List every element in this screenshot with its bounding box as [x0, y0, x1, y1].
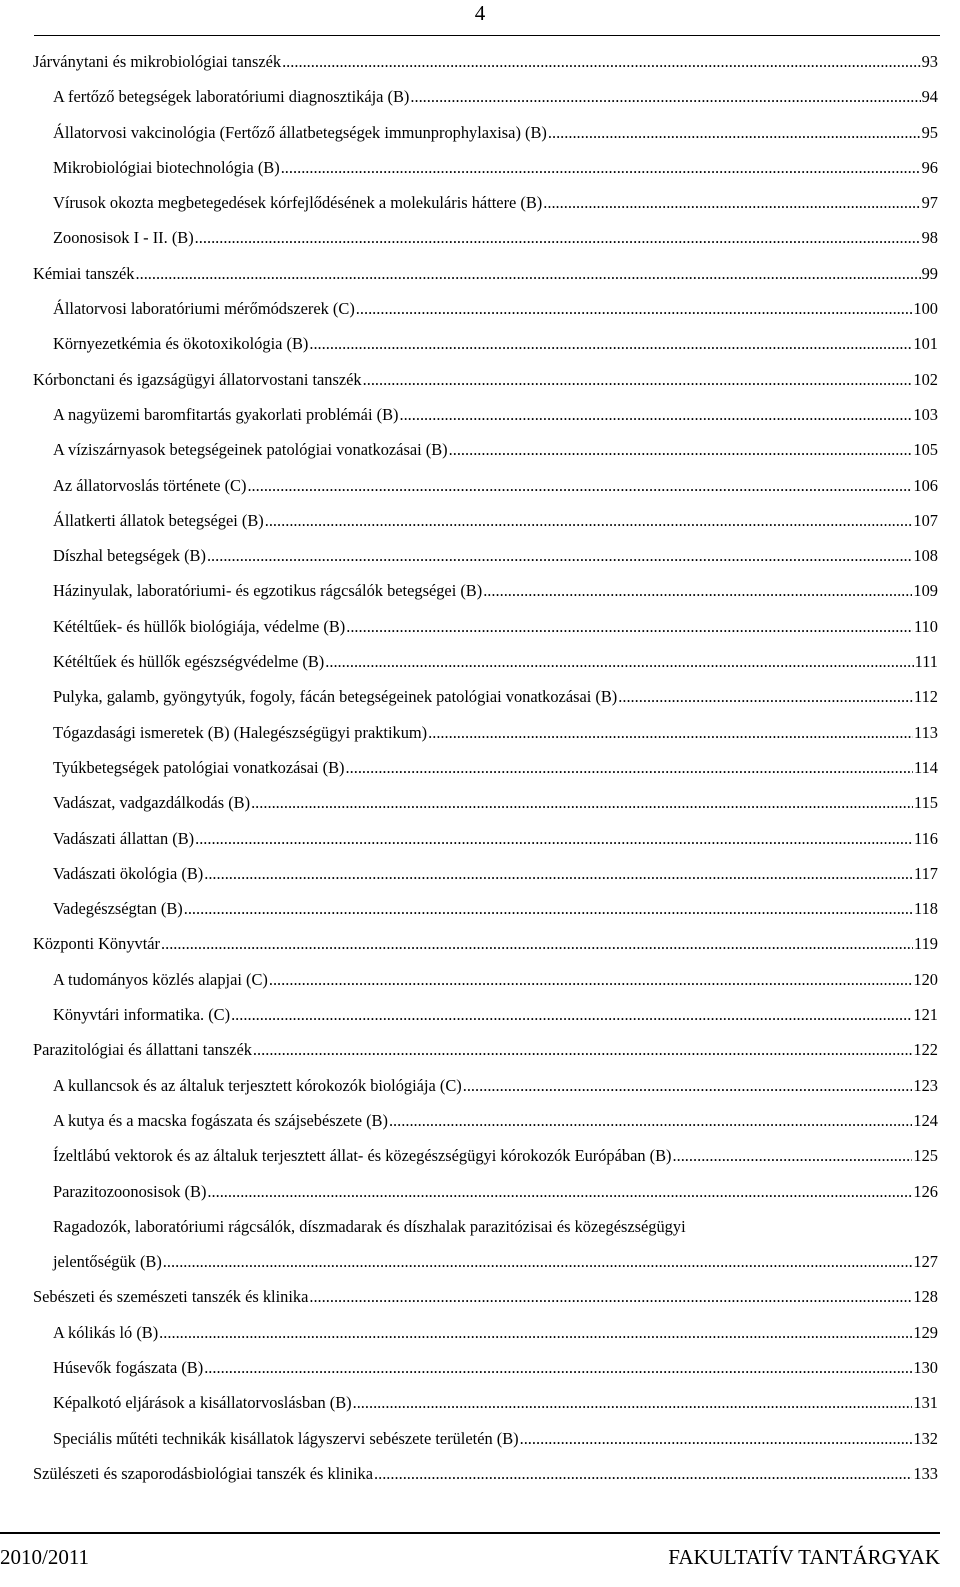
toc-entry-page-number: 128	[913, 1287, 938, 1307]
toc-entry-page-number: 126	[913, 1181, 938, 1201]
toc-entry-page-number: 103	[913, 404, 938, 424]
dot-leader	[161, 926, 913, 961]
toc-entry-page-number: 125	[913, 1146, 938, 1166]
toc-course-entry[interactable]	[33, 715, 938, 750]
toc-entry-title: A víziszárnyasok betegségeinek patológiai vonatkozásai (B)	[53, 440, 448, 460]
toc-course-entry[interactable]	[33, 891, 938, 926]
toc-entry-title: Vadegészségtan (B)	[53, 899, 183, 919]
toc-entry-page-number: 110	[914, 616, 938, 636]
toc-entry-page-number: 94	[921, 87, 938, 107]
toc-course-entry[interactable]	[33, 644, 938, 679]
toc-entry-page-number: 107	[913, 510, 938, 530]
dot-leader	[483, 573, 912, 608]
toc-course-entry[interactable]	[33, 185, 938, 220]
toc-entry-title: Tyúkbetegségek patológiai vonatkozásai (B)	[53, 757, 345, 777]
toc-course-entry[interactable]	[33, 291, 938, 326]
toc-entry-title: A nagyüzemi baromfitartás gyakorlati problémái (B)	[53, 404, 399, 424]
toc-entry-page-number: 122	[913, 1040, 938, 1060]
toc-entry-page-number: 129	[913, 1322, 938, 1342]
toc-entry-title: Parazitológiai és állattani tanszék	[33, 1040, 252, 1060]
toc-department-entry[interactable]	[33, 1032, 938, 1067]
toc-course-entry[interactable]	[33, 115, 938, 150]
toc-entry-title: Tógazdasági ismeretek (B) (Halegészségügyi praktikum)	[53, 722, 428, 742]
toc-entry-page-number: 108	[913, 546, 938, 566]
toc-entry-title: Húsevők fogászata (B)	[53, 1357, 204, 1377]
toc-course-entry[interactable]	[33, 220, 938, 255]
toc-course-entry[interactable]	[33, 609, 938, 644]
dot-leader	[207, 1174, 912, 1209]
dot-leader	[253, 1032, 912, 1067]
dot-leader	[204, 856, 913, 891]
toc-entry-page-number: 109	[913, 581, 938, 601]
toc-entry-page-number: 95	[921, 122, 938, 142]
toc-entry-page-number: 114	[914, 757, 938, 777]
dot-leader	[282, 44, 921, 79]
dot-leader	[136, 256, 921, 291]
toc-course-entry[interactable]	[33, 326, 938, 361]
toc-course-entry[interactable]	[33, 468, 938, 503]
dot-leader	[399, 397, 912, 432]
footer-rule	[0, 1532, 940, 1534]
toc-entry-page-number: 105	[913, 440, 938, 460]
dot-leader	[159, 1315, 912, 1350]
dot-leader	[207, 538, 912, 573]
toc-entry-title: Kétéltűek és hüllők egészségvédelme (B)	[53, 652, 325, 672]
dot-leader	[374, 1456, 912, 1491]
toc-entry-title: Állatkerti állatok betegségei (B)	[53, 510, 264, 530]
toc-course-entry[interactable]	[33, 1068, 938, 1103]
header-rule	[34, 35, 940, 36]
page-number: 4	[474, 1, 486, 25]
toc-course-entry[interactable]	[33, 538, 938, 573]
toc-department-entry[interactable]	[33, 1456, 938, 1491]
toc-department-entry[interactable]	[33, 362, 938, 397]
toc-department-entry[interactable]	[33, 44, 938, 79]
toc-entry-page-number: 121	[913, 1005, 938, 1025]
table-of-contents	[33, 44, 938, 1491]
toc-course-entry[interactable]	[33, 1103, 938, 1138]
toc-course-entry[interactable]	[33, 503, 938, 538]
toc-course-entry[interactable]	[33, 573, 938, 608]
toc-course-entry[interactable]	[33, 679, 938, 714]
dot-leader	[269, 962, 913, 997]
dot-leader	[543, 185, 920, 220]
dot-leader	[520, 1421, 913, 1456]
dot-leader	[410, 79, 920, 114]
dot-leader	[163, 1244, 913, 1279]
toc-entry-page-number: 127	[913, 1252, 938, 1272]
toc-course-entry[interactable]	[33, 1350, 938, 1385]
toc-entry-title: Pulyka, galamb, gyöngytyúk, fogoly, fácán betegségeinek patológiai vonatkozásai (B)	[53, 687, 618, 707]
toc-course-entry[interactable]	[33, 1209, 938, 1280]
toc-entry-page-number: 113	[914, 722, 938, 742]
toc-department-entry[interactable]	[33, 926, 938, 961]
toc-course-entry[interactable]	[33, 1385, 938, 1420]
toc-entry-title: Az állatorvoslás története (C)	[53, 475, 247, 495]
toc-course-entry[interactable]	[33, 1138, 938, 1173]
toc-entry-page-number: 118	[914, 899, 938, 919]
toc-entry-page-number: 96	[921, 157, 938, 177]
toc-entry-title: Kórbonctani és igazságügyi állatorvostani tanszék	[33, 369, 362, 389]
toc-entry-page-number: 100	[913, 299, 938, 319]
toc-entry-page-number: 101	[913, 334, 938, 354]
toc-entry-title: Vadászati ökológia (B)	[53, 863, 204, 883]
dot-leader	[325, 644, 913, 679]
toc-entry-page-number: 102	[913, 369, 938, 389]
dot-leader	[363, 362, 913, 397]
toc-course-entry[interactable]	[33, 432, 938, 467]
toc-entry-page-number: 120	[913, 969, 938, 989]
toc-entry-title: Kétéltűek- és hüllők biológiája, védelme (B)	[53, 616, 346, 636]
toc-entry-title: Könyvtári informatika. (C)	[53, 1005, 231, 1025]
dot-leader	[195, 821, 913, 856]
toc-course-entry[interactable]	[33, 856, 938, 891]
toc-entry-title: A kutya és a macska fogászata és szájsebészete (B)	[53, 1110, 388, 1130]
toc-entry-page-number: 115	[914, 793, 938, 813]
toc-entry-page-number: 124	[913, 1110, 938, 1130]
toc-entry-page-number: 119	[914, 934, 938, 954]
dot-leader	[204, 1350, 912, 1385]
toc-entry-title: Sebészeti és szemészeti tanszék és klinika	[33, 1287, 309, 1307]
toc-entry-title: Házinyulak, laboratóriumi- és egzotikus rágcsálók betegségei (B)	[53, 581, 483, 601]
toc-entry-title: Központi Könyvtár	[33, 934, 161, 954]
toc-entry-title: Állatorvosi vakcinológia (Fertőző állatbetegségek immunprophylaxisa) (B)	[53, 122, 547, 142]
toc-entry-page-number: 111	[914, 652, 938, 672]
toc-entry-title: A kullancsok és az általuk terjesztett kórokozók biológiája (C)	[53, 1075, 462, 1095]
toc-entry-title: Kémiai tanszék	[33, 263, 135, 283]
dot-leader	[309, 1279, 912, 1314]
toc-course-entry[interactable]	[33, 997, 938, 1032]
toc-entry-page-number: 106	[913, 475, 938, 495]
dot-leader	[247, 468, 912, 503]
dot-leader	[309, 326, 912, 361]
toc-entry-title: Vadászat, vadgazdálkodás (B)	[53, 793, 251, 813]
toc-course-entry[interactable]	[33, 750, 938, 785]
toc-course-entry[interactable]	[33, 821, 938, 856]
toc-entry-title: A kólikás ló (B)	[53, 1322, 159, 1342]
toc-entry-title: Parazitozoonosisok (B)	[53, 1181, 207, 1201]
toc-entry-title: Állatorvosi laboratóriumi mérőmódszerek (C)	[53, 299, 355, 319]
toc-entry-title: Környezetkémia és ökotoxikológia (B)	[53, 334, 309, 354]
toc-course-entry[interactable]	[33, 1315, 938, 1350]
toc-course-entry[interactable]	[33, 785, 938, 820]
toc-entry-page-number: 133	[913, 1463, 938, 1483]
footer-section-title: FAKULTATÍV TANTÁRGYAK	[668, 1545, 940, 1569]
toc-entry-page-number: 98	[921, 228, 938, 248]
toc-entry-title: Zoonosisok I - II. (B)	[53, 228, 194, 248]
toc-course-entry[interactable]	[33, 150, 938, 185]
dot-leader	[281, 150, 921, 185]
toc-entry-title: Vadászati állattan (B)	[53, 828, 195, 848]
toc-entry-title: jelentőségük (B)	[53, 1252, 162, 1272]
toc-entry-title: Mikrobiológiai biotechnológia (B)	[53, 157, 280, 177]
toc-entry-title: A fertőző betegségek laboratóriumi diagnosztikája (B)	[53, 87, 410, 107]
dot-leader	[618, 679, 913, 714]
toc-entry-title: Speciális műtéti technikák kisállatok lágyszervi sebészete területén (B)	[53, 1428, 519, 1448]
dot-leader	[389, 1103, 912, 1138]
toc-entry-title: Vírusok okozta megbetegedések kórfejlődésének a molekuláris háttere (B)	[53, 193, 543, 213]
toc-entry-page-number: 123	[913, 1075, 938, 1095]
toc-entry-page-number: 97	[921, 193, 938, 213]
dot-leader	[548, 115, 921, 150]
dot-leader	[195, 220, 921, 255]
dot-leader	[265, 503, 913, 538]
dot-leader	[251, 785, 913, 820]
toc-entry-page-number: 116	[914, 828, 938, 848]
toc-course-entry[interactable]	[33, 397, 938, 432]
toc-entry-title-line: Ragadozók, laboratóriumi rágcsálók, díszmadarak és díszhalak parazitózisai és közegészségügyi	[53, 1216, 686, 1236]
toc-entry-page-number: 117	[914, 863, 938, 883]
toc-course-entry[interactable]	[33, 1421, 938, 1456]
toc-entry-title: Díszhal betegségek (B)	[53, 546, 206, 566]
toc-entry-page-number: 130	[913, 1357, 938, 1377]
dot-leader	[353, 1385, 913, 1420]
toc-entry-title: Szülészeti és szaporodásbiológiai tanszék és klinika	[33, 1463, 374, 1483]
toc-entry-page-number: 132	[913, 1428, 938, 1448]
dot-leader	[356, 291, 913, 326]
toc-entry-page-number: 131	[913, 1393, 938, 1413]
toc-entry-title: A tudományos közlés alapjai (C)	[53, 969, 268, 989]
dot-leader	[428, 715, 913, 750]
toc-department-entry[interactable]	[33, 1279, 938, 1314]
dot-leader	[184, 891, 913, 926]
dot-leader	[231, 997, 912, 1032]
toc-course-entry[interactable]	[33, 962, 938, 997]
dot-leader	[673, 1138, 913, 1173]
toc-entry-title: Ízeltlábú vektorok és az általuk terjesztett állat- és közegészségügyi kórokozók Európában (B)	[53, 1146, 672, 1166]
toc-course-entry[interactable]	[33, 79, 938, 114]
toc-entry-page-number: 112	[914, 687, 938, 707]
footer-academic-year: 2010/2011	[0, 1545, 90, 1569]
toc-entry-title: Járványtani és mikrobiológiai tanszék	[33, 52, 282, 71]
dot-leader	[463, 1068, 913, 1103]
dot-leader	[346, 750, 913, 785]
dot-leader	[346, 609, 913, 644]
dot-leader	[449, 432, 913, 467]
toc-entry-page-number: 99	[921, 263, 938, 283]
toc-entry-page-number: 93	[921, 52, 938, 71]
toc-course-entry[interactable]	[33, 1174, 938, 1209]
toc-entry-title: Képalkotó eljárások a kisállatorvoslásban (B)	[53, 1393, 352, 1413]
toc-department-entry[interactable]	[33, 256, 938, 291]
